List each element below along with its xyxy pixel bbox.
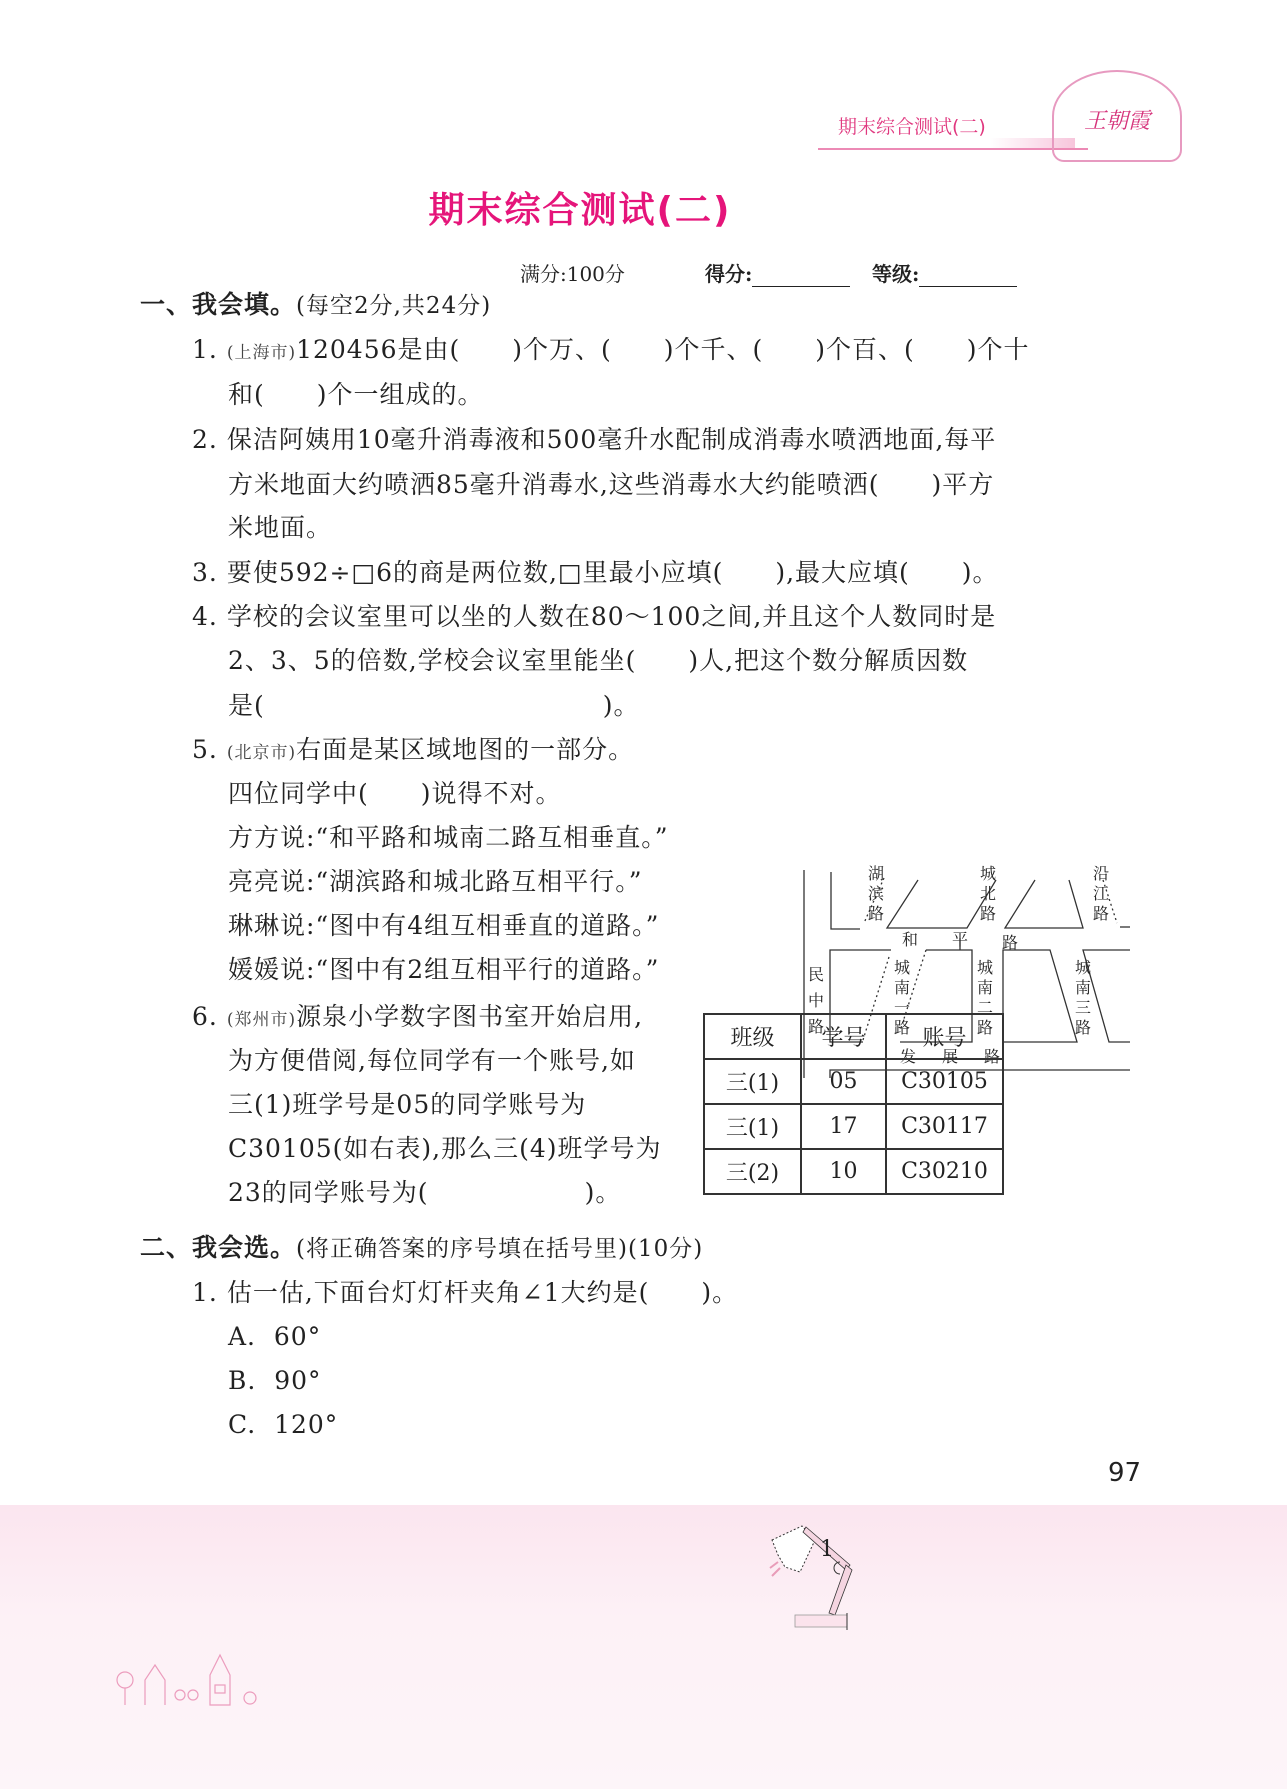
- q-number: 2.: [192, 425, 218, 454]
- section1-heading: [140, 289, 491, 322]
- option-b: B. 90°: [228, 1366, 322, 1395]
- q5-line5: 琳琳说:“图中有4组互相垂直的道路。”: [228, 911, 660, 940]
- q-text: 学校的会议室里可以坐的人数在80～100之间,并且这个人数同时是: [226, 602, 997, 631]
- score-field: [705, 258, 850, 287]
- q2-line1: [192, 424, 996, 456]
- account-table: [703, 1013, 1004, 1195]
- q5-line6: 媛媛说:“图中有2组互相平行的道路。”: [228, 955, 660, 984]
- table-header-row: [704, 1014, 1003, 1059]
- q6-line5: 23的同学账号为( )。: [228, 1178, 622, 1207]
- section1-title: 一、我会填。: [140, 290, 297, 319]
- score-blank: [752, 267, 850, 287]
- q6-line2: 为方便借阅,每位同学有一个账号,如: [228, 1046, 636, 1075]
- brand-seal-logo: [1052, 70, 1182, 162]
- section2-heading: [140, 1232, 703, 1265]
- q-number: 5.: [192, 735, 218, 764]
- q2-line2: 方米地面大约喷洒85毫升消毒水,这些消毒水大约能喷洒( )平方: [228, 470, 995, 499]
- grade-blank: [919, 267, 1017, 287]
- full-score: 满分:100分: [520, 262, 625, 286]
- label-heping-he: 和: [902, 930, 919, 949]
- label-chengnan2-road: 城南二路: [977, 958, 994, 1037]
- label-heping-ping: 平: [952, 930, 969, 949]
- q-number: 1.: [192, 335, 218, 364]
- cell: C30105: [886, 1059, 1003, 1104]
- header-cell: 学号: [801, 1014, 886, 1059]
- cell: 三(2): [704, 1149, 801, 1194]
- section2-note: (将正确答案的序号填在括号里)(10分): [296, 1236, 704, 1262]
- q-text: 保洁阿姨用10毫升消毒液和500毫升水配制成消毒水喷洒地面,每平: [226, 425, 997, 454]
- cell: C30117: [886, 1104, 1003, 1149]
- q1-line1: [192, 334, 1030, 369]
- q-text: 120456是由( )个万、( )个千、( )个百、( )个十: [296, 335, 1030, 364]
- q5-line3: 方方说:“和平路和城南二路互相垂直。”: [228, 823, 669, 852]
- table-row: [704, 1149, 1003, 1194]
- town-decoration-icon: [115, 1650, 315, 1710]
- cell: 三(1): [704, 1104, 801, 1149]
- label-hubin-road: 湖滨路: [868, 864, 885, 923]
- s2-q1-line1: [192, 1277, 738, 1309]
- q6-line3: 三(1)班学号是05的同学账号为: [228, 1090, 587, 1119]
- option-a: A. 60°: [228, 1322, 322, 1351]
- cell: 10: [801, 1149, 886, 1194]
- q-number: 4.: [192, 602, 218, 631]
- label-minzhong-road: 民中路: [808, 965, 825, 1036]
- q2-line3: 米地面。: [228, 513, 333, 542]
- q5-line2: 四位同学中( )说得不对。: [228, 779, 562, 808]
- score-label: 得分:: [705, 262, 753, 286]
- desk-lamp-illustration: [730, 1510, 870, 1640]
- label-chengnan1-road: 城南一路: [894, 958, 911, 1037]
- q-number: 6.: [192, 1002, 218, 1031]
- seal-text: 王朝霞: [1083, 109, 1150, 134]
- q6-line4: C30105(如右表),那么三(4)班学号为: [228, 1134, 662, 1163]
- region-tag: (郑州市): [226, 1010, 297, 1030]
- q4-line1: [192, 601, 996, 633]
- q-number: 1.: [192, 1278, 218, 1307]
- cell: 17: [801, 1104, 886, 1149]
- region-tag: (北京市): [226, 743, 297, 763]
- label-yanjiang-road: 沿江路: [1093, 864, 1110, 923]
- table-row: [704, 1104, 1003, 1149]
- cell: C30210: [886, 1149, 1003, 1194]
- section1-note: (每空2分,共24分): [296, 293, 492, 319]
- grade-label: 等级:: [872, 262, 920, 286]
- q1-line2: 和( )个一组成的。: [228, 380, 484, 409]
- q5-line1: [192, 734, 634, 769]
- q-text: 估一估,下面台灯灯杆夹角∠1大约是( )。: [226, 1278, 739, 1307]
- header-cell: 班级: [704, 1014, 801, 1059]
- footer-band: [0, 1505, 1287, 1789]
- page-number: 97: [1108, 1458, 1142, 1488]
- cell: 三(1): [704, 1059, 801, 1104]
- grade-field: [872, 258, 1017, 287]
- label-fazhan-road: 发展路: [900, 1047, 1027, 1066]
- q-number: 3.: [192, 558, 218, 587]
- option-c: C. 120°: [228, 1410, 339, 1439]
- label-chengnan3-road: 城南三路: [1075, 958, 1092, 1037]
- q4-line3: 是( )。: [228, 691, 640, 720]
- cell: 05: [801, 1059, 886, 1104]
- header-cell: 账号: [886, 1014, 1003, 1059]
- section2-title: 二、我会选。: [140, 1233, 297, 1262]
- q3-line1: [192, 557, 999, 589]
- label-heping-lu: 路: [1002, 933, 1019, 952]
- running-title: 期末综合测试(二): [838, 116, 986, 138]
- q5-line4: 亮亮说:“湖滨路和城北路互相平行。”: [228, 867, 643, 896]
- table-row: [704, 1059, 1003, 1104]
- q4-line2: 2、3、5的倍数,学校会议室里能坐( )人,把这个数分解质因数: [228, 646, 969, 675]
- page-title: 期末综合测试(二): [428, 190, 732, 231]
- q-text: 要使592÷□6的商是两位数,□里最小应填( ),最大应填( )。: [226, 558, 999, 587]
- label-chengbei-road: 城北路: [980, 864, 997, 923]
- q6-line1: [192, 1001, 643, 1036]
- region-tag: (上海市): [226, 343, 297, 363]
- angle-label: 1: [820, 1537, 834, 1562]
- q-text: 源泉小学数字图书室开始启用,: [296, 1002, 644, 1031]
- q-text: 右面是某区域地图的一部分。: [296, 735, 635, 764]
- header-rule: [818, 148, 1088, 150]
